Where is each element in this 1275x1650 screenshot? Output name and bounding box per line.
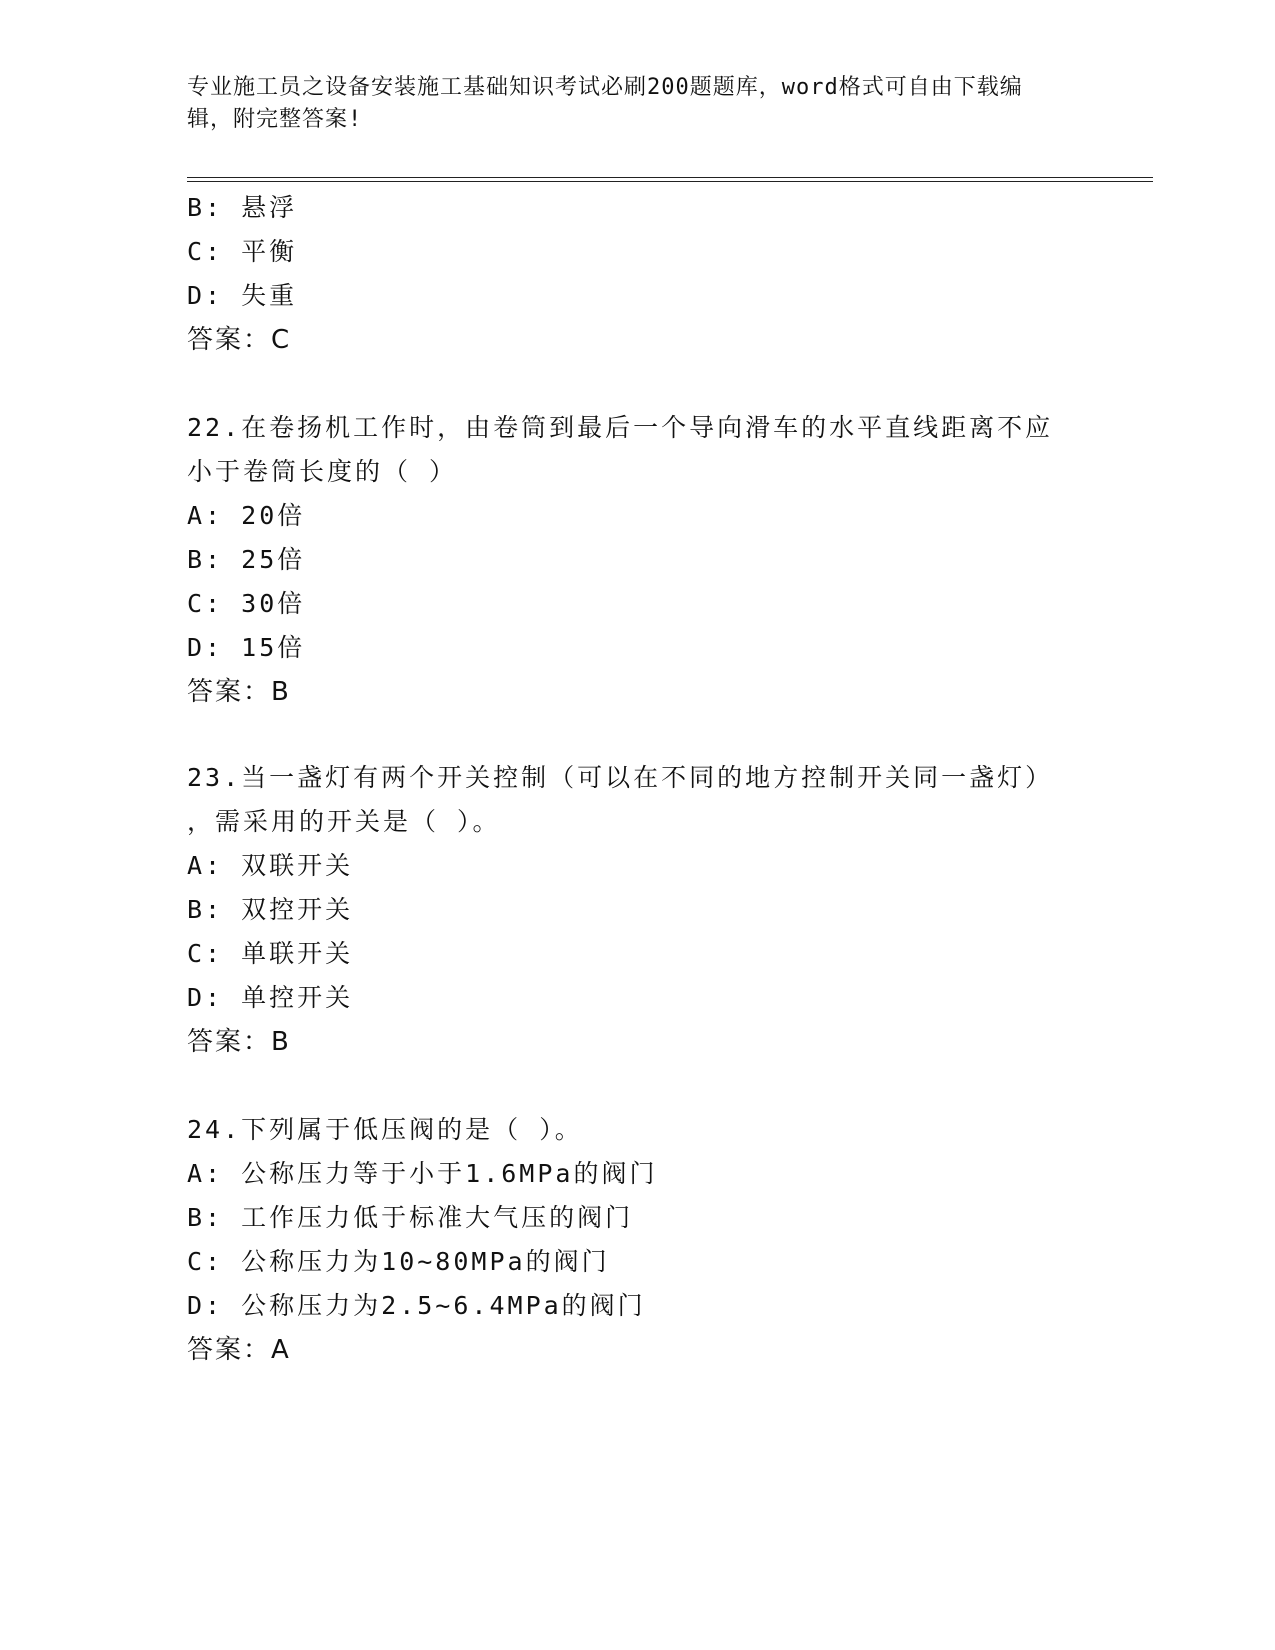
answer-text: 答案：C [187,325,292,355]
question-stem-line: 22.在卷扬机工作时，由卷筒到最后一个导向滑车的水平直线距离不应 [187,413,1054,442]
question-stem-line: 24.下列属于低压阀的是（ ）。 [187,1115,583,1144]
option-d: D: 失重 [187,281,298,310]
answer-text: 答案：A [187,1335,291,1365]
option-c: C: 平衡 [187,237,298,266]
option-a: A: 公称压力等于小于1.6MPa的阀门 [187,1159,658,1188]
option-a: A: 20倍 [187,501,306,530]
option-d: D: 公称压力为2.5~6.4MPa的阀门 [187,1291,646,1320]
option-b: B: 工作压力低于标准大气压的阀门 [187,1203,634,1232]
header-rule-top [187,177,1153,178]
option-c: C: 单联开关 [187,939,354,968]
answer-text: 答案：B [187,677,291,707]
option-d: D: 15倍 [187,633,306,662]
option-b: B: 双控开关 [187,895,354,924]
option-c: C: 公称压力为10~80MPa的阀门 [187,1247,610,1276]
option-b: B: 悬浮 [187,193,298,222]
option-d: D: 单控开关 [187,983,354,1012]
answer-text: 答案：B [187,1027,291,1057]
option-a: A: 双联开关 [187,851,354,880]
page-header-title: 专业施工员之设备安装施工基础知识考试必刷200题题库，word格式可自由下载编辑，附完整答案! [187,75,1023,132]
option-c: C: 30倍 [187,589,306,618]
option-b: B: 25倍 [187,545,306,574]
question-stem-line: 23.当一盏灯有两个开关控制（可以在不同的地方控制开关同一盏灯） [187,763,1054,792]
question-stem-line: ，需采用的开关是（ ）。 [187,807,501,836]
question-stem-line: 小于卷筒长度的（ ） [187,457,458,486]
header-rule-bottom [187,181,1153,182]
